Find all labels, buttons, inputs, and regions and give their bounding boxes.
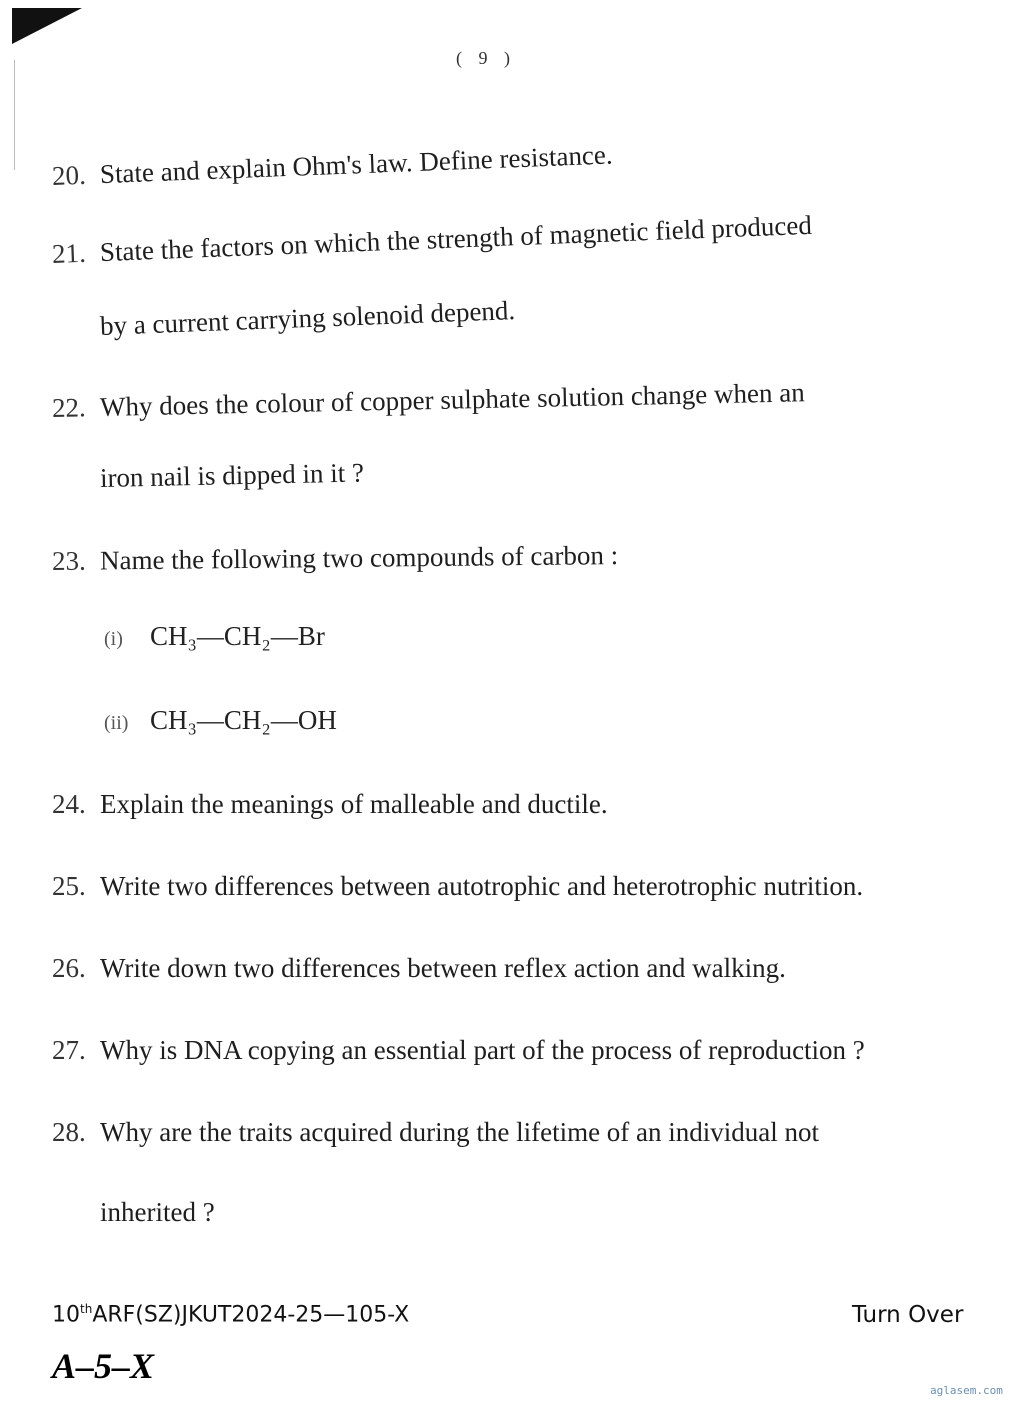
question-number: 21. bbox=[51, 237, 87, 269]
question-number: 28. bbox=[52, 1117, 86, 1147]
question-number: 22. bbox=[51, 392, 87, 423]
paper-set-code: A–5–X bbox=[52, 1346, 155, 1386]
question-number: 26. bbox=[52, 953, 86, 983]
question-number: 20. bbox=[51, 159, 87, 191]
scan-edge-line bbox=[14, 60, 15, 170]
question-number: 27. bbox=[52, 1035, 86, 1065]
compound-formula: CH₃—CH₂—Br bbox=[150, 621, 325, 651]
compound-i bbox=[104, 620, 325, 655]
question-text: Write down two differences between reflex action and walking. bbox=[100, 953, 786, 983]
question-22-continuation: iron nail is dipped in it ? bbox=[99, 457, 365, 493]
page-number: ( 9 ) bbox=[456, 48, 516, 68]
question-text: Why are the traits acquired during the lifetime of an individual not bbox=[100, 1117, 820, 1147]
question-text: Why does the colour of copper sulphate solution change when an bbox=[99, 377, 805, 422]
question-number: 24. bbox=[52, 789, 86, 819]
compound-ii bbox=[104, 704, 337, 739]
question-text: Name the following two compounds of carbon : bbox=[99, 540, 619, 576]
question-text: State the factors on which the strength of magnetic field produced bbox=[99, 209, 813, 268]
compound-label: (i) bbox=[104, 628, 123, 650]
question-text: State and explain Ohm's law. Define resistance. bbox=[99, 139, 614, 190]
turn-over-label: Turn Over bbox=[852, 1302, 964, 1328]
question-23 bbox=[52, 539, 618, 577]
compound-formula: CH₃—CH₂—OH bbox=[150, 705, 337, 735]
question-text: Write two differences between autotrophic and heterotrophic nutrition. bbox=[100, 871, 864, 901]
question-24 bbox=[52, 788, 608, 820]
question-26 bbox=[52, 952, 786, 984]
question-21 bbox=[51, 209, 812, 270]
scan-corner-mark bbox=[12, 8, 82, 44]
question-text: Explain the meanings of malleable and ductile. bbox=[100, 789, 608, 819]
question-number: 25. bbox=[52, 871, 86, 901]
watermark: aglasem.com bbox=[930, 1384, 1003, 1397]
question-text: Why is DNA copying an essential part of the process of reproduction ? bbox=[100, 1035, 865, 1065]
question-25 bbox=[52, 870, 863, 902]
paper-serial-code bbox=[52, 1302, 409, 1327]
code-rest: ARF(SZ)JKUT2024-25—105-X bbox=[92, 1302, 410, 1328]
question-28 bbox=[52, 1116, 819, 1148]
question-22 bbox=[52, 376, 805, 424]
question-27 bbox=[52, 1034, 865, 1066]
question-21-continuation: by a current carrying solenoid depend. bbox=[99, 295, 516, 341]
compound-label: (ii) bbox=[104, 712, 129, 734]
question-number: 23. bbox=[51, 545, 86, 576]
code-superscript: th bbox=[80, 1302, 93, 1316]
code-prefix: 10 bbox=[52, 1302, 80, 1328]
question-20 bbox=[51, 138, 613, 192]
question-28-continuation: inherited ? bbox=[100, 1197, 215, 1227]
